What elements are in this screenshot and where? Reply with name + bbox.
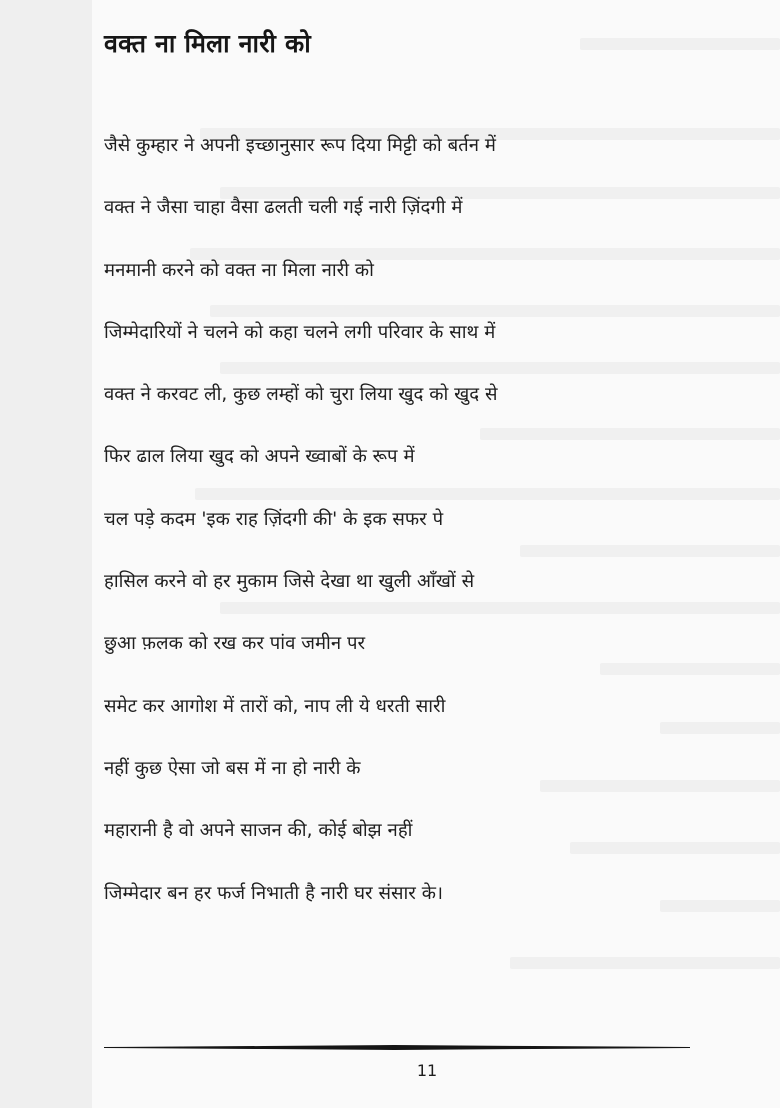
poem-line: समेट कर आगोश में तारों को, नाप ली ये धरती सारी <box>104 695 446 717</box>
poem-line: महारानी है वो अपने साजन की, कोई बोझ नहीं <box>104 820 413 842</box>
poem-line: जैसे कुम्हार ने अपनी इच्छानुसार रूप दिया मिट्टी को बर्तन में <box>104 135 496 156</box>
footer-rule <box>104 1045 690 1050</box>
poem-line: छुआ फ़लक को रख कर पांव जमीन पर <box>104 633 366 655</box>
poem-line: वक्त ने करवट ली, कुछ लम्हों को चुरा लिया खुद को खुद से <box>104 384 498 406</box>
poem-body <box>104 126 704 936</box>
poem-line: हासिल करने वो हर मुकाम जिसे देखा था खुली आँखों से <box>104 571 475 593</box>
page-number: 11 <box>416 1061 438 1080</box>
poem-line: जिम्मेदारियों ने चलने को कहा चलने लगी परिवार के साथ में <box>104 321 496 343</box>
poem-line: वक्त ने जैसा चाहा वैसा ढलती चली गई नारी ज़िंदगी में <box>104 197 463 219</box>
poem-line: फिर ढाल लिया खुद को अपने ख्वाबों के रूप में <box>104 446 415 468</box>
poem-line: मनमानी करने को वक्त ना मिला नारी को <box>104 259 374 281</box>
scan-margin <box>0 0 92 1108</box>
book-page <box>92 0 780 1108</box>
poem-line: नहीं कुछ ऐसा जो बस में ना हो नारी के <box>104 757 361 779</box>
poem-line: चल पड़े कदम 'इक राह ज़िंदगी की' के इक सफर पे <box>104 508 444 530</box>
poem-line: जिम्मेदार बन हर फर्ज निभाती है नारी घर संसार के। <box>104 882 443 904</box>
poem-title: वक्त ना मिला नारी को <box>104 29 311 58</box>
